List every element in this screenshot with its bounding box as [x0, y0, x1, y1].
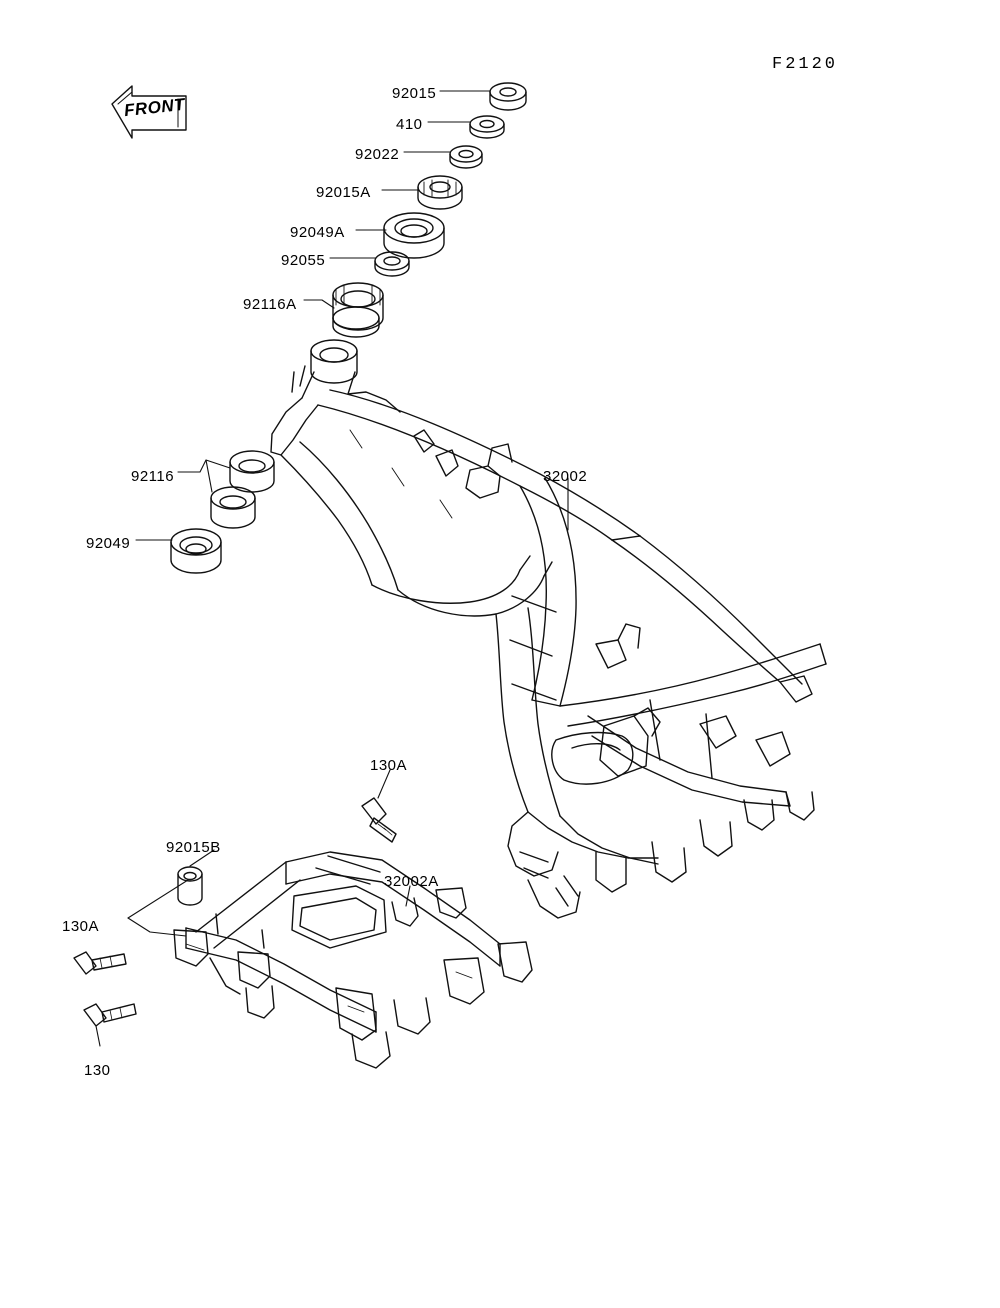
callout-92015: 92015	[392, 85, 437, 102]
front-badge-label: FRONT	[123, 94, 186, 121]
part-92049A-shape	[384, 213, 444, 258]
part-410-shape	[470, 116, 504, 138]
part-92015-shape	[490, 83, 526, 110]
callout-92015B: 92015B	[166, 839, 221, 856]
part-92015B-shape	[178, 867, 202, 905]
callout-92116: 92116	[131, 468, 175, 485]
front-direction-badge	[108, 84, 194, 136]
part-32002-frame	[271, 340, 826, 918]
callout-92055: 92055	[281, 252, 326, 269]
callout-130A-top: 130A	[370, 757, 408, 774]
part-92116-shape	[211, 451, 274, 528]
callout-92049A: 92049A	[290, 224, 345, 241]
part-130-shape	[84, 1004, 136, 1026]
part-92015A-shape	[418, 176, 462, 209]
part-130A-top-shape	[362, 798, 396, 842]
callout-410: 410	[396, 116, 423, 133]
callout-92116A: 92116A	[243, 296, 297, 313]
part-32002A-frame	[174, 852, 532, 1068]
callout-32002A: 32002A	[384, 873, 439, 890]
callout-92049: 92049	[86, 535, 131, 552]
part-92116A-shape	[333, 283, 383, 337]
callout-32002: 32002	[543, 468, 588, 485]
part-130A-left-shape	[74, 952, 126, 974]
callout-130: 130	[84, 1062, 111, 1079]
sheet-code: F2120	[772, 55, 839, 74]
callout-130A-left: 130A	[62, 918, 100, 935]
callout-92022: 92022	[355, 146, 400, 163]
callout-92015A: 92015A	[316, 184, 371, 201]
part-92055-shape	[375, 252, 409, 276]
part-92022-shape	[450, 146, 482, 168]
part-92049-shape	[171, 529, 221, 573]
